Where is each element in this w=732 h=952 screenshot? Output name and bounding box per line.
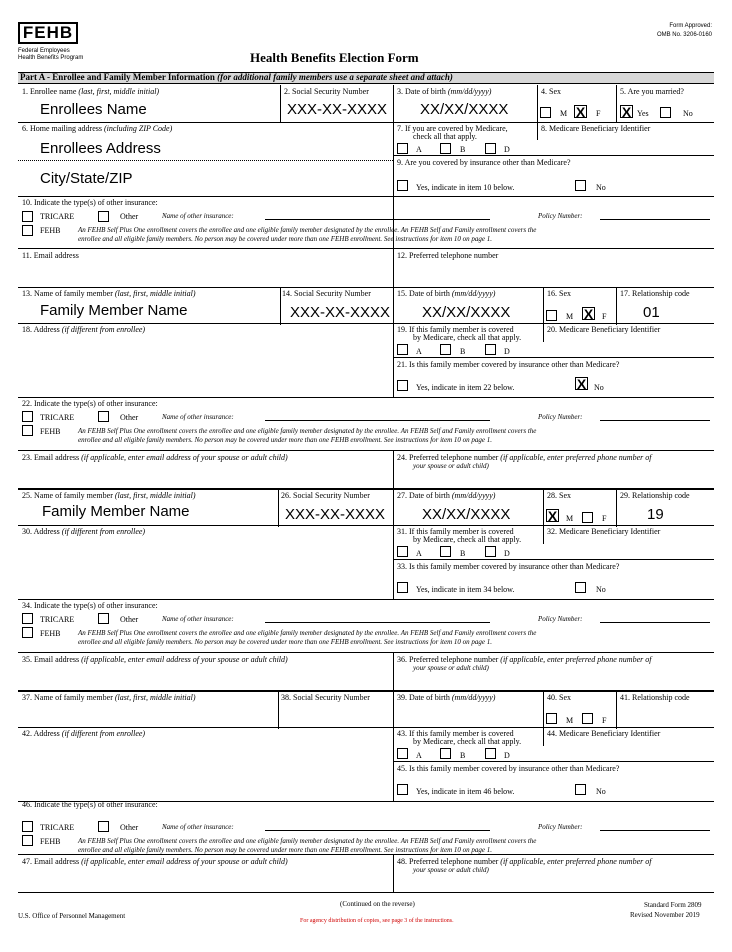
fm2-ins-yes-label: Yes, indicate in item 34 below.: [416, 585, 515, 594]
fm3-phone-hint-b: your spouse or adult child): [413, 866, 489, 874]
fehb-note-1: An FEHB Self Plus One enrollment covers the enrollee and one eligible family member designated by the enrollee. An FEHB Self and Family enrollment covers the: [78, 226, 537, 234]
fm1-rel-label: 17. Relationship code: [620, 289, 690, 298]
fm2-ssn-label: 26. Social Security Number: [281, 491, 370, 500]
fm3-policy: Policy Number:: [538, 823, 583, 831]
fm1-tricare-label: TRICARE: [40, 413, 75, 422]
fm1-medicare-d[interactable]: [485, 344, 496, 355]
fm2-fehb-note2: enrollee and all eligible family members. No person may be covered under more than one FEHB enrollment. See instructions for item 10 on page 1.: [78, 638, 493, 646]
tricare-label: TRICARE: [40, 212, 75, 221]
fm1-other[interactable]: [98, 411, 109, 422]
married-no-checkbox[interactable]: [660, 107, 671, 118]
fm1-ins-question: 21. Is this family member covered by insurance other than Medicare?: [397, 360, 620, 369]
fm1-tricare[interactable]: [22, 411, 33, 422]
fm1-rel-value[interactable]: 01: [643, 304, 660, 321]
fm1-medicare-label: 19. If this family member is covered: [397, 325, 514, 334]
fm3-sex-m-checkbox[interactable]: [546, 713, 557, 724]
agency-distribution-note: For agency distribution of copies, see page 3 of the instructions.: [300, 918, 454, 924]
medicare-d-label: D: [504, 145, 510, 154]
fm3-a-label: A: [416, 751, 422, 760]
fm2-other-label: Other: [120, 615, 139, 624]
part-a-subtitle: (for additional family members use a separate sheet and attach): [217, 72, 453, 82]
fm2-fehb[interactable]: [22, 627, 33, 638]
other-label: Other: [120, 212, 139, 221]
fm2-dob-value[interactable]: XX/XX/XXXX: [422, 506, 511, 523]
fm2-policy: Policy Number:: [538, 615, 583, 623]
fm2-rel-value[interactable]: 19: [647, 506, 664, 523]
medicare-d-checkbox[interactable]: [485, 143, 496, 154]
enrollee-sex-label: 4. Sex: [541, 87, 561, 96]
fm1-sex-label: 16. Sex: [547, 289, 571, 298]
medicare-b-label: B: [460, 145, 466, 154]
other-ins-no-checkbox[interactable]: [575, 180, 586, 191]
fm2-medicare-b[interactable]: [440, 546, 451, 557]
address-label: 6. Home mailing address (including ZIP Code): [22, 124, 173, 133]
continued-note: (Continued on the reverse): [340, 900, 415, 908]
fm2-name-label: 25. Name of family member (last, first, middle initial): [22, 491, 196, 500]
form-approved: Form Approved:: [669, 23, 712, 29]
fm3-fehb-note1: An FEHB Self Plus One enrollment covers the enrollee and one eligible family member designated by the enrollee. An FEHB Self and Family enrollment covers the: [78, 837, 537, 845]
fm1-sex-f-label: F: [602, 312, 607, 321]
fm3-tricare-label: TRICARE: [40, 823, 75, 832]
fm2-tricare[interactable]: [22, 613, 33, 624]
fm1-policy: Policy Number:: [538, 413, 583, 421]
married-label: 5. Are you married?: [620, 87, 684, 96]
policy-number-label: Policy Number:: [538, 212, 583, 220]
other-ins-name-label: Name of other insurance:: [162, 212, 234, 220]
other-ins-type-label: 10. Indicate the type(s) of other insurance:: [22, 198, 158, 207]
fm2-sex-f-checkbox[interactable]: [582, 512, 593, 523]
fm3-phone-label: 48. Preferred telephone number (if applicable, enter preferred phone number of: [397, 857, 652, 866]
part-a-title: [20, 73, 453, 82]
sex-f-checkbox[interactable]: X: [575, 104, 586, 120]
fm2-ssn-value[interactable]: XXX-XX-XXXX: [285, 506, 386, 523]
fm2-sex-m-label: M: [566, 514, 574, 523]
other-ins-yes-checkbox[interactable]: [397, 180, 408, 191]
enrollee-ssn-value[interactable]: XXX-XX-XXXX: [287, 101, 388, 118]
fm2-medicare-d[interactable]: [485, 546, 496, 557]
fm2-medicare-a[interactable]: [397, 546, 408, 557]
fm3-medicare-label: 43. If this family member is covered: [397, 729, 514, 738]
medicare-a-checkbox[interactable]: [397, 143, 408, 154]
fm3-medicare-d[interactable]: [485, 748, 496, 759]
fm3-fehb-note2: enrollee and all eligible family members. No person may be covered under more than one FEHB enrollment. See instructions for item 10 on page 1.: [78, 846, 493, 854]
fm3-fehb[interactable]: [22, 835, 33, 846]
fm1-b-label: B: [460, 347, 466, 356]
other-ins-no-label: No: [596, 183, 606, 192]
fm3-d-label: D: [504, 751, 510, 760]
opm-label: U.S. Office of Personnel Management: [18, 912, 126, 920]
fm1-ins-yes-label: Yes, indicate in item 22 below.: [416, 383, 515, 392]
sex-f-label: F: [596, 109, 601, 118]
fm2-phone-hint-b: your spouse or adult child): [413, 664, 489, 672]
enrollee-dob-value[interactable]: XX/XX/XXXX: [420, 101, 509, 118]
fm1-ssn-value[interactable]: XXX-XX-XXXX: [290, 304, 391, 321]
fm1-fehb-note2: enrollee and all eligible family members. No person may be covered under more than one FEHB enrollment. See instructions for item 10 on page 1.: [78, 436, 493, 444]
fm1-a-label: A: [416, 347, 422, 356]
fm2-sex-f-label: F: [602, 514, 607, 523]
fm1-mbi-label: 20. Medicare Beneficiary Identifier: [547, 325, 661, 334]
fm2-ins-no[interactable]: [575, 582, 586, 593]
fm3-other-label: Other: [120, 823, 139, 832]
medicare-label: 7. If you are covered by Medicare,: [397, 124, 508, 133]
fm1-ins-type-label: 22. Indicate the type(s) of other insurance:: [22, 399, 158, 408]
fm3-sex-label: 40. Sex: [547, 693, 571, 702]
fm3-other[interactable]: [98, 821, 109, 832]
enrollee-dob-label: 3. Date of birth (mm/dd/yyyy): [397, 87, 492, 96]
fm3-address-label: 42. Address (if different from enrollee): [22, 729, 146, 738]
fm1-medicare-label-b: by Medicare, check all that apply.: [413, 333, 522, 342]
fm3-dob-label: 39. Date of birth (mm/dd/yyyy): [397, 693, 496, 702]
enrollee-name-value[interactable]: Enrollees Name: [40, 101, 147, 118]
fm1-sex-f-checkbox[interactable]: X: [583, 306, 594, 322]
fm3-sex-f-label: F: [602, 716, 607, 725]
fm3-ins-no-label: No: [596, 787, 606, 796]
married-yes-checkbox[interactable]: X: [621, 104, 632, 120]
fm1-address-label: 18. Address (if different from enrollee): [22, 325, 146, 334]
fm2-ins-yes[interactable]: [397, 582, 408, 593]
revised-date: Revised November 2019: [630, 911, 700, 919]
fm3-sex-f-checkbox[interactable]: [582, 713, 593, 724]
mbi-label: 8. Medicare Beneficiary Identifier: [541, 124, 651, 133]
fm2-phone-label: 36. Preferred telephone number (if applicable, enter preferred phone number of: [397, 655, 652, 664]
fm2-rel-label: 29. Relationship code: [620, 491, 690, 500]
fm2-sex-label: 28. Sex: [547, 491, 571, 500]
fm1-ins-no-label: No: [594, 383, 604, 392]
fm3-ssn-label: 38. Social Security Number: [281, 693, 370, 702]
fm1-other-name: Name of other insurance:: [162, 413, 234, 421]
enrollee-name-label: 1. Enrollee name (last, first, middle initial): [22, 87, 160, 96]
fm3-medicare-b[interactable]: [440, 748, 451, 759]
phone-label: 12. Preferred telephone number: [397, 251, 499, 260]
fm1-phone-hint-b: your spouse or adult child): [413, 462, 489, 470]
fm2-other[interactable]: [98, 613, 109, 624]
fm1-name-label: 13. Name of family member (last, first, middle initial): [22, 289, 196, 298]
sex-m-checkbox[interactable]: [540, 107, 551, 118]
fm1-email-label: 23. Email address (if applicable, enter email address of your spouse or adult child): [22, 453, 288, 462]
fm3-tricare[interactable]: [22, 821, 33, 832]
fehb-note-2: enrollee and all eligible family members. No person may be covered under more than one FEHB enrollment. See instructions for item 10 on page 1.: [78, 235, 493, 243]
fm2-name-value[interactable]: Family Member Name: [42, 503, 190, 520]
address-line1[interactable]: Enrollees Address: [40, 140, 161, 157]
fm2-b-label: B: [460, 549, 466, 558]
fm3-mbi-label: 44. Medicare Beneficiary Identifier: [547, 729, 661, 738]
tricare-checkbox[interactable]: [22, 211, 33, 222]
fm3-medicare-a[interactable]: [397, 748, 408, 759]
fm1-other-label: Other: [120, 413, 139, 422]
part-a-title-text: Part A - Enrollee and Family Member Information: [20, 72, 215, 82]
fm2-medicare-label-b: by Medicare, check all that apply.: [413, 535, 522, 544]
fm1-ins-yes[interactable]: [397, 380, 408, 391]
fm2-d-label: D: [504, 549, 510, 558]
other-checkbox[interactable]: [98, 211, 109, 222]
sex-m-label: M: [560, 109, 568, 118]
logo-sub2: Health Benefits Program: [18, 55, 84, 61]
fehb-checkbox[interactable]: [22, 225, 33, 236]
fehb-label: FEHB: [40, 226, 61, 235]
fm2-fehb-note1: An FEHB Self Plus One enrollment covers the enrollee and one eligible family member designated by the enrollee. An FEHB Self and Family enrollment covers the: [78, 629, 537, 637]
fm1-medicare-b[interactable]: [440, 344, 451, 355]
enrollee-ssn-label: 2. Social Security Number: [284, 87, 369, 96]
fm3-name-label: 37. Name of family member (last, first, middle initial): [22, 693, 196, 702]
medicare-b-checkbox[interactable]: [440, 143, 451, 154]
fm3-email-label: 47. Email address (if applicable, enter email address of your spouse or adult child): [22, 857, 288, 866]
omb-number: OMB No. 3206-0160: [656, 32, 712, 38]
fm3-sex-m-label: M: [566, 716, 574, 725]
fm2-ins-question: 33. Is this family member covered by insurance other than Medicare?: [397, 562, 620, 571]
email-label: 11. Email address: [22, 251, 79, 260]
fm1-d-label: D: [504, 347, 510, 356]
fm2-a-label: A: [416, 549, 422, 558]
fm3-ins-question: 45. Is this family member covered by insurance other than Medicare?: [397, 764, 620, 773]
fm2-medicare-label: 31. If this family member is covered: [397, 527, 514, 536]
fm2-sex-m-checkbox[interactable]: X: [547, 508, 558, 524]
fm2-ins-no-label: No: [596, 585, 606, 594]
fm3-ins-yes-label: Yes, indicate in item 46 below.: [416, 787, 515, 796]
fm2-dob-label: 27. Date of birth (mm/dd/yyyy): [397, 491, 496, 500]
fm1-fehb-note1: An FEHB Self Plus One enrollment covers the enrollee and one eligible family member designated by the enrollee. An FEHB Self and Family enrollment covers the: [78, 427, 537, 435]
fm2-tricare-label: TRICARE: [40, 615, 75, 624]
fm2-address-label: 30. Address (if different from enrollee): [22, 527, 146, 536]
fm2-email-label: 35. Email address (if applicable, enter email address of your spouse or adult child): [22, 655, 288, 664]
married-yes-label: Yes: [637, 109, 649, 118]
married-no-label: No: [683, 109, 693, 118]
fm3-ins-type-label: 46. Indicate the type(s) of other insurance:: [22, 800, 158, 809]
fm1-fehb[interactable]: [22, 425, 33, 436]
fm1-name-value[interactable]: Family Member Name: [40, 302, 188, 319]
fm3-b-label: B: [460, 751, 466, 760]
fm2-mbi-label: 32. Medicare Beneficiary Identifier: [547, 527, 661, 536]
fehb-logo: FEHB: [18, 22, 78, 44]
fm1-fehb-label: FEHB: [40, 427, 61, 436]
fm3-medicare-label-b: by Medicare, check all that apply.: [413, 737, 522, 746]
medicare-a-label: A: [416, 145, 422, 154]
fm3-fehb-label: FEHB: [40, 837, 61, 846]
other-ins-yes-label: Yes, indicate in item 10 below.: [416, 183, 515, 192]
fm3-ins-no[interactable]: [575, 784, 586, 795]
fm1-sex-m-checkbox[interactable]: [546, 310, 557, 321]
fm3-rel-label: 41. Relationship code: [620, 693, 690, 702]
fm1-dob-value[interactable]: XX/XX/XXXX: [422, 304, 511, 321]
fm1-dob-label: 15. Date of birth (mm/dd/yyyy): [397, 289, 496, 298]
fm2-other-name: Name of other insurance:: [162, 615, 234, 623]
standard-form: Standard Form 2809: [644, 901, 702, 909]
fm1-ins-no[interactable]: X: [576, 376, 587, 392]
form-title: Health Benefits Election Form: [250, 50, 419, 65]
fm3-ins-yes[interactable]: [397, 784, 408, 795]
fm1-medicare-a[interactable]: [397, 344, 408, 355]
address-line2[interactable]: City/State/ZIP: [40, 170, 133, 187]
fm2-fehb-label: FEHB: [40, 629, 61, 638]
fm2-ins-type-label: 34. Indicate the type(s) of other insurance:: [22, 601, 158, 610]
fm1-sex-m-label: M: [566, 312, 574, 321]
fm1-ssn-label: 14. Social Security Number: [282, 289, 371, 298]
other-ins-question: 9. Are you covered by insurance other than Medicare?: [397, 158, 571, 167]
logo-sub1: Federal Employees: [18, 48, 70, 54]
fm1-phone-label: 24. Preferred telephone number (if applicable, enter preferred phone number of: [397, 453, 652, 462]
fm3-other-name: Name of other insurance:: [162, 823, 234, 831]
medicare-label-b: check all that apply.: [413, 132, 477, 141]
